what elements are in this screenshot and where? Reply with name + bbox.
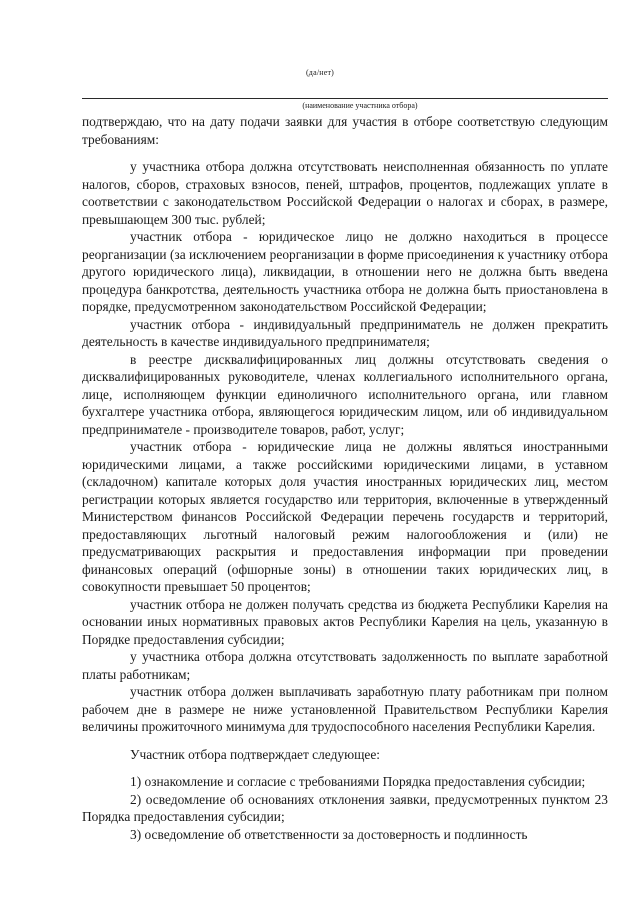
requirement-item: участник отбора - юридическое лицо не должно находиться в процессе реорганизации (за исключением реорганизации в форме присоединения к участнику отбора другого юридического лица), ликвидации, в отношении него не должна быть введена процедура банкротства, деятельность участника отбора не должна быть приостановлена в порядке, предусмотренном законодательством Российской Федерации; <box>82 229 608 314</box>
confirm-heading: Участник отбора подтверждает следующее: <box>130 746 381 762</box>
participant-caption: (наименование участника отбора) <box>302 101 418 110</box>
requirement-item: в реестре дисквалифицированных лиц должны отсутствовать сведения о дисквалифицированных руководителе, членах коллегиального исполнительного органа, лице, исполняющем функции единоличного исполнительного органа, или главном бухгалтере участника отбора, являющегося юридическим лицом, или об индивидуальном предпринимателе - производителе товаров, работ, услуг; <box>82 351 608 437</box>
yes-no-note: (да/нет) <box>305 68 335 77</box>
document-body <box>82 113 608 843</box>
confirmation-item: 2) осведомление об основаниях отклонения заявки, предусмотренных пунктом 23 Порядка предоставления субсидии; <box>82 791 608 824</box>
confirmation-item: 3) осведомление об ответственности за достоверность и подлинность <box>130 826 528 842</box>
requirement-item: участник отбора должен выплачивать заработную плату работникам при полном рабочем дне в размере не ниже установленной Правительством Республики Карелия величины прожиточного минимума для трудоспособного населения Республики Карелия. <box>82 684 608 734</box>
requirement-item: участник отбора - индивидуальный предприниматель не должен прекратить деятельность в качестве индивидуального предпринимателя; <box>82 316 608 349</box>
confirmation-item: 1) ознакомление и согласие с требованиями Порядка предоставления субсидии; <box>130 774 586 789</box>
participant-underline <box>82 98 608 99</box>
requirement-item: у участника отбора должна отсутствовать задолженность по выплате заработной платы работникам; <box>82 649 608 682</box>
intro-paragraph: подтверждаю, что на дату подачи заявки для участия в отборе соответствую следующим требованиям: <box>82 114 608 147</box>
requirement-item: у участника отбора должна отсутствовать неисполненная обязанность по уплате налогов, сборов, страховых взносов, пеней, штрафов, процентов, подлежащих уплате в соответствии с законодательством Российской Федерации о налогах и сборах, в размере, превышающем 300 тыс. рублей; <box>82 159 608 227</box>
requirement-item: участник отбора - юридические лица не должны являться иностранными юридическими лицами, а также российскими юридическими лицами, в уставном (складочном) капитале которых доля участия иностранных юридических лиц, местом регистрации которых является государство или территория, включенные в утвержденный Министерством финансов Российской Федерации перечень государств и территорий, предоставляющих льготный налоговый режим налогообложения и (или) не предусматривающих раскрытия и предоставления информации при проведении финансовых операций (офшорные зоны) в отношении таких юридических лиц, в совокупности превышает 50 процентов; <box>82 439 608 594</box>
requirement-item: участник отбора не должен получать средства из бюджета Республики Карелия на основании иных нормативных правовых актов Республики Карелия на цель, указанную в Порядке предоставления субсидии; <box>82 596 608 647</box>
